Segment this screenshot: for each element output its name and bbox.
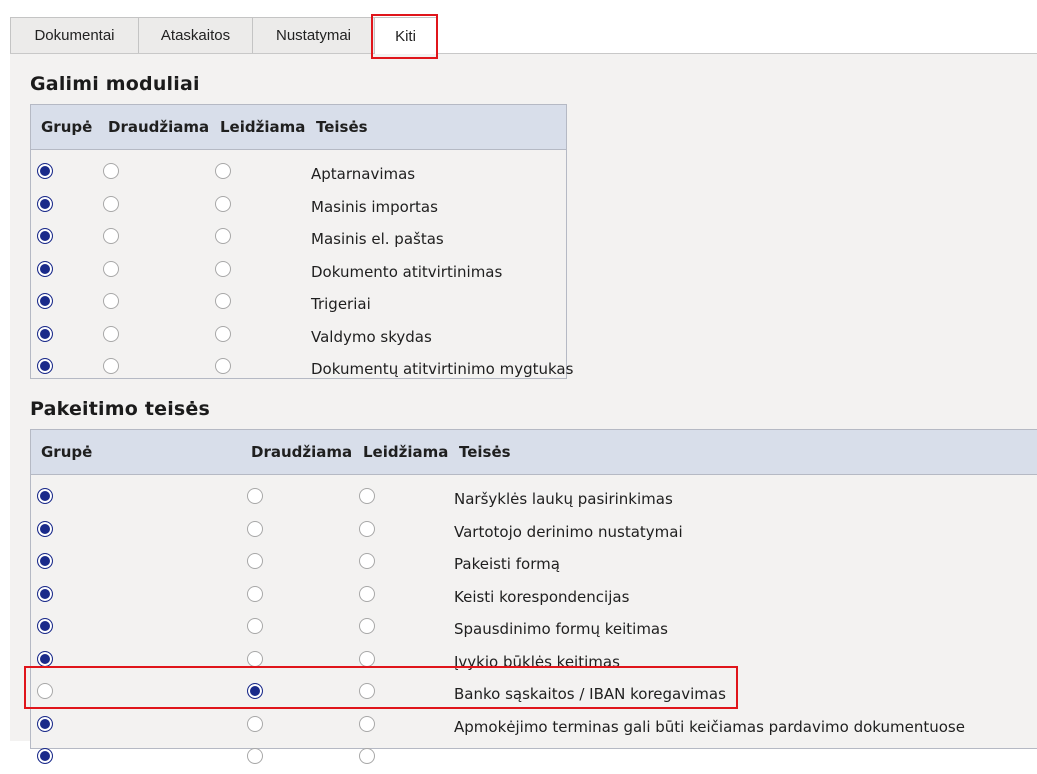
header-allowed: Leidžiama xyxy=(363,443,449,461)
table-row xyxy=(31,742,1037,774)
right-label: Trigeriai xyxy=(311,295,371,313)
radio-allowed[interactable] xyxy=(215,261,231,277)
tab-label: Nustatymai xyxy=(275,27,352,44)
tab-bar xyxy=(0,0,1037,54)
table-row xyxy=(31,482,1037,514)
tab-dokumentai[interactable] xyxy=(10,17,139,53)
radio-denied[interactable] xyxy=(247,651,263,667)
right-label: Įvykio būklės keitimas xyxy=(454,652,620,671)
header-allowed: Leidžiama xyxy=(220,118,306,136)
radio-group[interactable] xyxy=(37,716,53,732)
radio-group[interactable] xyxy=(37,521,53,537)
radio-group[interactable] xyxy=(37,586,53,602)
table-row xyxy=(31,190,566,222)
radio-allowed[interactable] xyxy=(215,163,231,179)
radio-denied[interactable] xyxy=(103,358,119,374)
tab-label: Ataskaitos xyxy=(160,27,231,44)
radio-allowed[interactable] xyxy=(215,326,231,342)
radio-group[interactable] xyxy=(37,358,53,374)
radio-denied[interactable] xyxy=(247,586,263,602)
table-row xyxy=(31,580,1037,612)
right-label: Vartotojo derinimo nustatymai xyxy=(454,522,683,541)
radio-denied[interactable] xyxy=(103,196,119,212)
radio-allowed[interactable] xyxy=(359,586,375,602)
table-row xyxy=(31,645,1037,677)
radio-allowed[interactable] xyxy=(359,748,375,764)
tab-ataskaitos[interactable] xyxy=(138,17,253,53)
radio-group[interactable] xyxy=(37,748,53,764)
table-row xyxy=(31,352,574,384)
table-row xyxy=(31,222,566,254)
radio-group[interactable] xyxy=(37,293,53,309)
table-row xyxy=(31,612,1037,644)
radio-group[interactable] xyxy=(37,228,53,244)
radio-denied[interactable] xyxy=(247,748,263,764)
radio-allowed[interactable] xyxy=(359,683,375,699)
radio-group[interactable] xyxy=(37,651,53,667)
radio-denied[interactable] xyxy=(103,228,119,244)
radio-allowed[interactable] xyxy=(215,196,231,212)
right-label: Valdymo skydas xyxy=(311,327,432,346)
section-title-modules: Galimi moduliai xyxy=(30,73,200,95)
radio-group[interactable] xyxy=(37,163,53,179)
radio-group[interactable] xyxy=(37,488,53,504)
radio-denied[interactable] xyxy=(103,293,119,309)
radio-group[interactable] xyxy=(37,683,53,699)
radio-denied[interactable] xyxy=(103,163,119,179)
modules-table xyxy=(30,104,574,379)
right-label: Banko sąskaitos / IBAN koregavimas xyxy=(454,685,726,703)
radio-allowed[interactable] xyxy=(215,358,231,374)
header-right: Teisės xyxy=(316,118,368,136)
radio-denied[interactable] xyxy=(103,326,119,342)
table-row xyxy=(31,320,566,352)
table-row xyxy=(31,157,566,189)
radio-group[interactable] xyxy=(37,261,53,277)
radio-denied[interactable] xyxy=(103,261,119,277)
radio-group[interactable] xyxy=(37,618,53,634)
header-denied: Draudžiama xyxy=(108,118,210,136)
table-row xyxy=(31,255,566,287)
section-title-changes: Pakeitimo teisės xyxy=(30,398,211,420)
right-label: Masinis importas xyxy=(311,197,438,216)
table-row xyxy=(31,515,1037,547)
radio-allowed[interactable] xyxy=(359,651,375,667)
radio-allowed[interactable] xyxy=(359,521,375,537)
radio-denied[interactable] xyxy=(247,553,263,569)
radio-group[interactable] xyxy=(37,553,53,569)
changes-table-header xyxy=(31,430,1037,475)
right-label: Apmokėjimo terminas gali būti keičiamas pardavimo dokumentuose xyxy=(454,717,965,736)
tab-nustatymai[interactable] xyxy=(252,17,375,53)
changes-table xyxy=(30,429,1037,749)
radio-denied[interactable] xyxy=(247,618,263,634)
right-label: Dokumento atitvirtinimas xyxy=(311,262,503,281)
right-label: Spausdinimo formų keitimas xyxy=(454,620,668,638)
right-label: Pakeisti formą xyxy=(454,555,560,573)
radio-allowed[interactable] xyxy=(359,553,375,569)
right-label: Keisti korespondencijas xyxy=(454,587,630,606)
tab-label: Kiti xyxy=(395,27,416,45)
radio-group[interactable] xyxy=(37,326,53,342)
right-label: Naršyklės laukų pasirinkimas xyxy=(454,490,673,508)
table-row xyxy=(31,710,1037,742)
tab-label: Dokumentai xyxy=(34,27,115,44)
header-group: Grupė xyxy=(41,443,93,461)
tab-kiti[interactable] xyxy=(374,17,437,54)
radio-group[interactable] xyxy=(37,196,53,212)
modules-table-header xyxy=(31,105,566,150)
right-label: Dokumentų atitvirtinimo mygtukas xyxy=(311,360,574,378)
radio-allowed[interactable] xyxy=(215,293,231,309)
table-row xyxy=(31,287,566,319)
radio-allowed[interactable] xyxy=(359,488,375,504)
header-right: Teisės xyxy=(459,443,511,461)
radio-denied[interactable] xyxy=(247,521,263,537)
radio-denied[interactable] xyxy=(247,683,263,699)
radio-denied[interactable] xyxy=(247,488,263,504)
header-group: Grupė xyxy=(41,118,93,136)
radio-allowed[interactable] xyxy=(359,618,375,634)
header-denied: Draudžiama xyxy=(251,443,353,461)
table-row xyxy=(31,547,1037,579)
radio-denied[interactable] xyxy=(247,716,263,732)
radio-allowed[interactable] xyxy=(359,716,375,732)
right-label: Aptarnavimas xyxy=(311,165,416,183)
right-label: Masinis el. paštas xyxy=(311,230,444,248)
radio-allowed[interactable] xyxy=(215,228,231,244)
table-row xyxy=(31,677,1037,709)
